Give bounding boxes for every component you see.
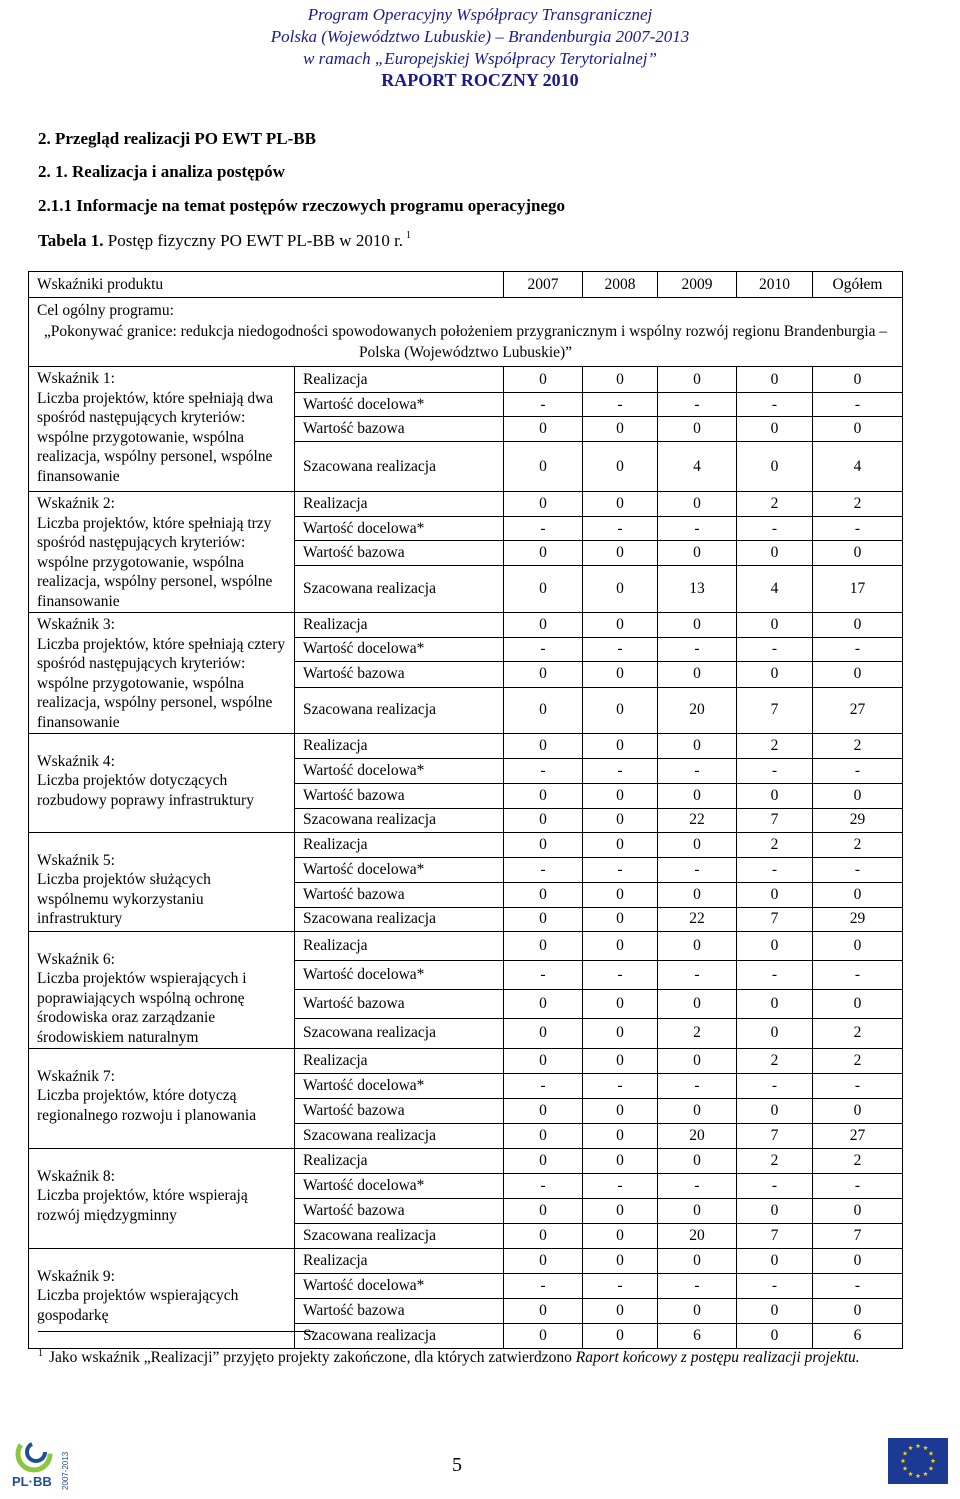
value-cell: 0 bbox=[583, 613, 658, 638]
value-cell: 0 bbox=[504, 882, 583, 907]
table-header-row bbox=[29, 272, 903, 298]
value-cell: 0 bbox=[504, 1248, 583, 1273]
value-cell: 13 bbox=[658, 566, 737, 613]
value-cell: - bbox=[813, 517, 903, 541]
value-cell: 0 bbox=[504, 907, 583, 931]
measure-label: Wartość bazowa bbox=[295, 662, 504, 688]
value-cell: 0 bbox=[658, 541, 737, 566]
value-cell: 0 bbox=[583, 733, 658, 758]
measure-label: Wartość docelowa* bbox=[295, 857, 504, 882]
value-cell: 0 bbox=[658, 882, 737, 907]
value-cell: 2 bbox=[813, 1019, 903, 1048]
value-cell: 0 bbox=[583, 1223, 658, 1248]
indicator-cell bbox=[29, 931, 295, 1048]
value-cell: 0 bbox=[813, 1098, 903, 1123]
value-cell: 0 bbox=[813, 613, 903, 638]
value-cell: 7 bbox=[737, 1123, 813, 1148]
value-cell: 6 bbox=[658, 1323, 737, 1348]
value-cell: - bbox=[504, 1073, 583, 1098]
indicator-description: Liczba projektów, które spełniają cztery spośród następujących kryteriów: wspólne przygotowanie, wspólna realizacja, wspólny personel, wspólne finansowanie bbox=[37, 635, 286, 731]
value-cell: - bbox=[583, 1173, 658, 1198]
indicator-cell bbox=[29, 367, 295, 492]
value-cell: 0 bbox=[737, 613, 813, 638]
measure-label: Szacowana realizacja bbox=[295, 1019, 504, 1048]
measure-label: Wartość docelowa* bbox=[295, 517, 504, 541]
measure-label: Wartość docelowa* bbox=[295, 1273, 504, 1298]
table-row bbox=[29, 832, 903, 857]
indicator-cell bbox=[29, 733, 295, 832]
measure-label: Wartość bazowa bbox=[295, 990, 504, 1019]
value-cell: 0 bbox=[658, 1098, 737, 1123]
indicator-description: Liczba projektów wspierających i poprawiających wspólną ochronę środowiska oraz zarządzanie środowiskiem naturalnym bbox=[37, 970, 247, 1046]
value-cell: 0 bbox=[813, 541, 903, 566]
logo-years: 2007-2013 bbox=[61, 1451, 70, 1490]
value-cell: 0 bbox=[813, 783, 903, 808]
measure-label: Wartość docelowa* bbox=[295, 393, 504, 417]
value-cell: - bbox=[583, 517, 658, 541]
value-cell: 0 bbox=[737, 417, 813, 442]
value-cell: - bbox=[658, 758, 737, 783]
value-cell: - bbox=[737, 758, 813, 783]
program-logo bbox=[10, 1430, 72, 1492]
value-cell: 0 bbox=[504, 931, 583, 960]
value-cell: 0 bbox=[583, 566, 658, 613]
value-cell: 0 bbox=[583, 808, 658, 832]
measure-label: Realizacja bbox=[295, 1048, 504, 1073]
value-cell: 4 bbox=[658, 442, 737, 492]
measure-label: Wartość bazowa bbox=[295, 1298, 504, 1323]
table-row bbox=[29, 1048, 903, 1073]
header-line-3: w ramach „Europejskiej Współpracy Terytorialnej” bbox=[303, 49, 657, 68]
measure-label: Realizacja bbox=[295, 492, 504, 517]
table-row bbox=[29, 367, 903, 393]
value-cell: 0 bbox=[583, 882, 658, 907]
indicator-title: Wskaźnik 6: bbox=[37, 950, 115, 968]
measure-label: Szacowana realizacja bbox=[295, 1123, 504, 1148]
value-cell: 0 bbox=[658, 931, 737, 960]
measure-label: Wartość docelowa* bbox=[295, 758, 504, 783]
value-cell: 0 bbox=[658, 417, 737, 442]
measure-label: Szacowana realizacja bbox=[295, 1323, 504, 1348]
value-cell: 0 bbox=[813, 367, 903, 393]
value-cell: 0 bbox=[504, 1323, 583, 1348]
value-cell: 0 bbox=[504, 662, 583, 688]
value-cell: - bbox=[813, 1273, 903, 1298]
value-cell: 0 bbox=[813, 882, 903, 907]
value-cell: 20 bbox=[658, 687, 737, 733]
value-cell: 0 bbox=[504, 1223, 583, 1248]
measure-label: Wartość bazowa bbox=[295, 1098, 504, 1123]
measure-label: Wartość bazowa bbox=[295, 541, 504, 566]
measure-label: Realizacja bbox=[295, 1148, 504, 1173]
value-cell: 0 bbox=[583, 832, 658, 857]
value-cell: 0 bbox=[583, 1148, 658, 1173]
indicator-description: Liczba projektów, które spełniają dwa spośród następujących kryteriów: wspólne przygotowanie, wspólna realizacja, wspólny personel, wspólne finansowanie bbox=[37, 389, 274, 485]
measure-label: Wartość docelowa* bbox=[295, 960, 504, 989]
table-row bbox=[29, 733, 903, 758]
value-cell: 0 bbox=[813, 1298, 903, 1323]
value-cell: 0 bbox=[504, 367, 583, 393]
value-cell: 29 bbox=[813, 907, 903, 931]
value-cell: 0 bbox=[658, 1248, 737, 1273]
value-cell: 0 bbox=[737, 1298, 813, 1323]
measure-label: Szacowana realizacja bbox=[295, 907, 504, 931]
value-cell: 0 bbox=[737, 931, 813, 960]
value-cell: 0 bbox=[504, 442, 583, 492]
measure-label: Szacowana realizacja bbox=[295, 687, 504, 733]
value-cell: 0 bbox=[504, 1148, 583, 1173]
value-cell: 0 bbox=[583, 1098, 658, 1123]
value-cell: - bbox=[813, 1173, 903, 1198]
value-cell: 0 bbox=[658, 783, 737, 808]
value-cell: 0 bbox=[737, 662, 813, 688]
value-cell: 0 bbox=[737, 990, 813, 1019]
value-cell: - bbox=[658, 393, 737, 417]
value-cell: - bbox=[583, 960, 658, 989]
value-cell: 0 bbox=[504, 1123, 583, 1148]
value-cell: 27 bbox=[813, 1123, 903, 1148]
measure-label: Wartość docelowa* bbox=[295, 1073, 504, 1098]
value-cell: 0 bbox=[583, 417, 658, 442]
logo-text: PL·BB bbox=[12, 1474, 52, 1489]
value-cell: 2 bbox=[813, 1148, 903, 1173]
value-cell: 0 bbox=[583, 1298, 658, 1323]
table-caption-text: Postęp fizyczny PO EWT PL-BB w 2010 r. bbox=[103, 231, 404, 250]
value-cell: 27 bbox=[813, 687, 903, 733]
value-cell: - bbox=[658, 1273, 737, 1298]
value-cell: - bbox=[737, 1173, 813, 1198]
value-cell: - bbox=[504, 517, 583, 541]
goal-row bbox=[29, 298, 903, 367]
measure-label: Wartość bazowa bbox=[295, 783, 504, 808]
value-cell: 2 bbox=[813, 832, 903, 857]
value-cell: 17 bbox=[813, 566, 903, 613]
measure-label: Realizacja bbox=[295, 613, 504, 638]
value-cell: 0 bbox=[737, 1248, 813, 1273]
value-cell: 0 bbox=[813, 417, 903, 442]
measure-label: Wartość docelowa* bbox=[295, 1173, 504, 1198]
subsubsection-heading: 2.1.1 Informacje na temat postępów rzeczowych programu operacyjnego bbox=[38, 196, 566, 215]
value-cell: - bbox=[583, 1273, 658, 1298]
value-cell: 2 bbox=[737, 492, 813, 517]
indicator-title: Wskaźnik 2: bbox=[37, 495, 115, 512]
measure-label: Wartość bazowa bbox=[295, 1198, 504, 1223]
value-cell: - bbox=[737, 960, 813, 989]
indicator-description: Liczba projektów wspierających gospodarkę bbox=[37, 1287, 239, 1324]
value-cell: 2 bbox=[813, 733, 903, 758]
value-cell: 0 bbox=[583, 931, 658, 960]
value-cell: 0 bbox=[504, 613, 583, 638]
value-cell: - bbox=[658, 517, 737, 541]
value-cell: 0 bbox=[658, 1298, 737, 1323]
measure-label: Szacowana realizacja bbox=[295, 808, 504, 832]
header-cell-2009: 2009 bbox=[658, 272, 737, 298]
value-cell: 0 bbox=[658, 1198, 737, 1223]
value-cell: 0 bbox=[583, 1198, 658, 1223]
table-row bbox=[29, 1248, 903, 1273]
value-cell: 0 bbox=[504, 808, 583, 832]
value-cell: 6 bbox=[813, 1323, 903, 1348]
value-cell: 0 bbox=[737, 1019, 813, 1048]
value-cell: 0 bbox=[813, 1198, 903, 1223]
value-cell: - bbox=[658, 857, 737, 882]
progress-table bbox=[28, 271, 903, 1349]
measure-label: Wartość bazowa bbox=[295, 417, 504, 442]
value-cell: 0 bbox=[583, 1323, 658, 1348]
goal-text: „Pokonywać granice: redukcja niedogodności spowodowanych położeniem przygranicznym i wspólny rozwój regionu Brandenburgia – Polska (Województwo Lubuskie)” bbox=[43, 323, 888, 361]
measure-label: Realizacja bbox=[295, 733, 504, 758]
value-cell: - bbox=[658, 960, 737, 989]
value-cell: - bbox=[583, 1073, 658, 1098]
measure-label: Szacowana realizacja bbox=[295, 442, 504, 492]
value-cell: 0 bbox=[583, 442, 658, 492]
table-row bbox=[29, 1148, 903, 1173]
indicator-description: Liczba projektów, które spełniają trzy spośród następujących kryteriów: wspólne przygotowanie, wspólna realizacja, wspólny personel, wspólne finansowanie bbox=[37, 514, 273, 610]
value-cell: - bbox=[813, 1073, 903, 1098]
value-cell: 0 bbox=[583, 990, 658, 1019]
value-cell: - bbox=[583, 393, 658, 417]
indicator-description: Liczba projektów, które wspierają rozwój międzygminny bbox=[37, 1187, 248, 1224]
indicator-cell bbox=[29, 613, 295, 734]
header-cell-total: Ogółem bbox=[813, 272, 903, 298]
value-cell: 7 bbox=[813, 1223, 903, 1248]
value-cell: 0 bbox=[813, 1248, 903, 1273]
value-cell: 0 bbox=[658, 990, 737, 1019]
value-cell: 0 bbox=[504, 566, 583, 613]
header-cell-2010: 2010 bbox=[737, 272, 813, 298]
value-cell: 0 bbox=[583, 907, 658, 931]
footnote-text: Jako wskaźnik „Realizacji” przyjęto projekty zakończone, dla których zatwierdzono bbox=[49, 1349, 576, 1366]
value-cell: 0 bbox=[813, 662, 903, 688]
table-row bbox=[29, 492, 903, 517]
value-cell: 0 bbox=[583, 783, 658, 808]
table-caption bbox=[38, 230, 411, 251]
measure-label: Wartość docelowa* bbox=[295, 637, 504, 662]
value-cell: - bbox=[504, 857, 583, 882]
value-cell: - bbox=[504, 393, 583, 417]
value-cell: 0 bbox=[583, 687, 658, 733]
value-cell: 7 bbox=[737, 808, 813, 832]
value-cell: 0 bbox=[504, 783, 583, 808]
measure-label: Wartość bazowa bbox=[295, 882, 504, 907]
table-row bbox=[29, 931, 903, 960]
value-cell: 0 bbox=[658, 1148, 737, 1173]
value-cell: - bbox=[583, 857, 658, 882]
value-cell: 0 bbox=[658, 1048, 737, 1073]
indicator-description: Liczba projektów służących wspólnemu wykorzystaniu infrastruktury bbox=[37, 871, 211, 928]
value-cell: 0 bbox=[658, 733, 737, 758]
goal-label: Cel ogólny programu: bbox=[37, 302, 174, 319]
footnote-text-italic: Raport końcowy z postępu realizacji projektu. bbox=[575, 1349, 860, 1366]
indicator-title: Wskaźnik 3: bbox=[37, 616, 115, 633]
eu-flag-icon bbox=[888, 1438, 948, 1484]
header-cell-2007: 2007 bbox=[504, 272, 583, 298]
value-cell: 2 bbox=[813, 492, 903, 517]
value-cell: - bbox=[813, 758, 903, 783]
value-cell: 4 bbox=[737, 566, 813, 613]
measure-label: Szacowana realizacja bbox=[295, 566, 504, 613]
footnote bbox=[38, 1343, 908, 1369]
value-cell: 29 bbox=[813, 808, 903, 832]
value-cell: 2 bbox=[658, 1019, 737, 1048]
value-cell: 2 bbox=[737, 1048, 813, 1073]
value-cell: 0 bbox=[504, 733, 583, 758]
measure-label: Realizacja bbox=[295, 1248, 504, 1273]
subsection-heading: 2. 1. Realizacja i analiza postępów bbox=[38, 162, 285, 181]
value-cell: 0 bbox=[583, 1019, 658, 1048]
value-cell: 0 bbox=[504, 990, 583, 1019]
measure-label: Realizacja bbox=[295, 832, 504, 857]
value-cell: 0 bbox=[737, 1198, 813, 1223]
goal-cell bbox=[29, 298, 903, 367]
page-number: 5 bbox=[452, 1454, 462, 1476]
indicator-cell bbox=[29, 492, 295, 613]
header-line-2: Polska (Województwo Lubuskie) – Brandenburgia 2007-2013 bbox=[270, 27, 690, 46]
value-cell: 0 bbox=[737, 882, 813, 907]
section-heading: 2. Przegląd realizacji PO EWT PL-BB bbox=[38, 129, 316, 148]
header-report-title: RAPORT ROCZNY 2010 bbox=[381, 70, 579, 90]
value-cell: 0 bbox=[583, 1248, 658, 1273]
value-cell: 0 bbox=[737, 367, 813, 393]
value-cell: 0 bbox=[504, 492, 583, 517]
measure-label: Realizacja bbox=[295, 367, 504, 393]
footnote-divider bbox=[38, 1331, 314, 1332]
footnote-reference: 1 bbox=[406, 230, 412, 241]
value-cell: 0 bbox=[658, 367, 737, 393]
value-cell: 0 bbox=[504, 417, 583, 442]
value-cell: 0 bbox=[658, 492, 737, 517]
value-cell: - bbox=[813, 637, 903, 662]
value-cell: 0 bbox=[737, 1098, 813, 1123]
value-cell: - bbox=[504, 1273, 583, 1298]
value-cell: 0 bbox=[658, 662, 737, 688]
measure-label: Realizacja bbox=[295, 931, 504, 960]
value-cell: 7 bbox=[737, 687, 813, 733]
value-cell: 22 bbox=[658, 808, 737, 832]
header-line-1: Program Operacyjny Współpracy Transgranicznej bbox=[307, 5, 653, 24]
value-cell: 0 bbox=[504, 1048, 583, 1073]
value-cell: - bbox=[737, 517, 813, 541]
indicator-title: Wskaźnik 8: bbox=[37, 1167, 115, 1185]
header-cell-2008: 2008 bbox=[583, 272, 658, 298]
indicator-cell bbox=[29, 1148, 295, 1248]
indicator-title: Wskaźnik 1: bbox=[37, 370, 115, 387]
value-cell: 0 bbox=[583, 1048, 658, 1073]
value-cell: 7 bbox=[737, 1223, 813, 1248]
value-cell: - bbox=[813, 960, 903, 989]
value-cell: 2 bbox=[737, 832, 813, 857]
value-cell: 0 bbox=[737, 1323, 813, 1348]
header-cell-indicators: Wskaźniki produktu bbox=[29, 272, 504, 298]
indicator-description: Liczba projektów dotyczących rozbudowy poprawy infrastruktury bbox=[37, 772, 254, 809]
indicator-cell bbox=[29, 1248, 295, 1348]
value-cell: 0 bbox=[504, 1019, 583, 1048]
value-cell: - bbox=[813, 393, 903, 417]
indicator-title: Wskaźnik 9: bbox=[37, 1267, 115, 1285]
value-cell: - bbox=[583, 637, 658, 662]
table-row bbox=[29, 613, 903, 638]
value-cell: - bbox=[658, 1173, 737, 1198]
indicator-cell bbox=[29, 832, 295, 931]
indicator-title: Wskaźnik 5: bbox=[37, 851, 115, 869]
value-cell: - bbox=[737, 1073, 813, 1098]
value-cell: 0 bbox=[813, 931, 903, 960]
value-cell: 0 bbox=[504, 541, 583, 566]
value-cell: 0 bbox=[737, 442, 813, 492]
value-cell: 0 bbox=[583, 541, 658, 566]
value-cell: - bbox=[813, 857, 903, 882]
value-cell: 0 bbox=[504, 1298, 583, 1323]
value-cell: 0 bbox=[737, 783, 813, 808]
value-cell: 0 bbox=[583, 367, 658, 393]
value-cell: - bbox=[737, 637, 813, 662]
footnote-marker: 1 bbox=[38, 1348, 43, 1359]
value-cell: 4 bbox=[813, 442, 903, 492]
value-cell: 0 bbox=[658, 832, 737, 857]
value-cell: 7 bbox=[737, 907, 813, 931]
value-cell: 0 bbox=[504, 1198, 583, 1223]
value-cell: 0 bbox=[504, 1098, 583, 1123]
value-cell: 2 bbox=[737, 1148, 813, 1173]
value-cell: 20 bbox=[658, 1123, 737, 1148]
measure-label: Szacowana realizacja bbox=[295, 1223, 504, 1248]
value-cell: 0 bbox=[583, 662, 658, 688]
logo-swirl-2 bbox=[27, 1443, 45, 1461]
value-cell: - bbox=[658, 637, 737, 662]
value-cell: 20 bbox=[658, 1223, 737, 1248]
value-cell: 0 bbox=[658, 613, 737, 638]
indicator-title: Wskaźnik 4: bbox=[37, 752, 115, 770]
value-cell: - bbox=[658, 1073, 737, 1098]
value-cell: 2 bbox=[737, 733, 813, 758]
value-cell: - bbox=[504, 960, 583, 989]
value-cell: - bbox=[737, 393, 813, 417]
value-cell: 0 bbox=[504, 832, 583, 857]
value-cell: - bbox=[737, 1273, 813, 1298]
value-cell: 22 bbox=[658, 907, 737, 931]
value-cell: 2 bbox=[813, 1048, 903, 1073]
value-cell: 0 bbox=[583, 492, 658, 517]
value-cell: 0 bbox=[583, 1123, 658, 1148]
value-cell: - bbox=[504, 1173, 583, 1198]
value-cell: - bbox=[504, 758, 583, 783]
indicator-cell bbox=[29, 1048, 295, 1148]
value-cell: 0 bbox=[504, 687, 583, 733]
table-caption-label: Tabela 1. bbox=[38, 231, 104, 250]
value-cell: - bbox=[583, 758, 658, 783]
indicator-title: Wskaźnik 7: bbox=[37, 1067, 115, 1085]
value-cell: 0 bbox=[737, 541, 813, 566]
value-cell: - bbox=[504, 637, 583, 662]
value-cell: 0 bbox=[813, 990, 903, 1019]
value-cell: - bbox=[737, 857, 813, 882]
indicator-description: Liczba projektów, które dotyczą regionalnego rozwoju i planowania bbox=[37, 1087, 257, 1124]
